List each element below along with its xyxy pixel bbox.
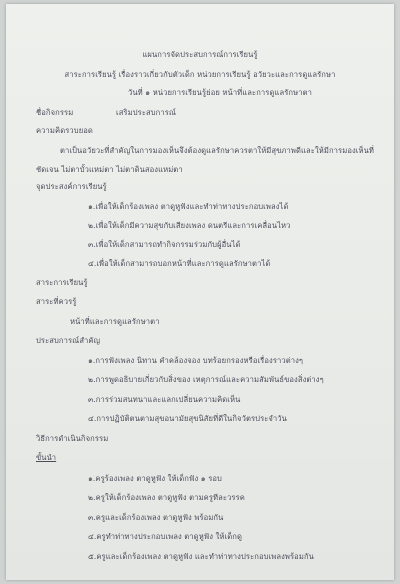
content-subheading: สาระที่ควรรู้ <box>36 297 77 306</box>
content-text: หน้าที่และการดูแลรักษาตา <box>70 317 160 326</box>
objective-item: ๒.เพื่อให้เด็กมีความสุขกับเสียงเพลง ดนตรีและการเคลื่อนไหว <box>88 221 291 230</box>
experience-item: ๒.การพูดอธิบายเกี่ยวกับสิ่งของ เหตุการณ์และความสัมพันธ์ของสิ่งต่างๆ <box>88 375 324 384</box>
subject-line: สาระการเรียนรู้ เรื่องราวเกี่ยวกับตัวเด็ก หน่วยการเรียนรู้ อวัยวะและการดูแลรักษา <box>64 70 336 79</box>
experiences-heading: ประสบการณ์สำคัญ <box>36 336 101 345</box>
objectives-heading: จุดประสงค์การเรียนรู้ <box>36 182 107 191</box>
concept-paragraph-1: ตาเป็นอวัยวะที่สำคัญในการมองเห็นจึงต้องดูแลรักษาควรตาให้มีสุขภาพดีและให้มีการมองเห็นที่ <box>60 146 374 155</box>
activity-label: ชื่อกิจกรรม <box>36 108 74 117</box>
objective-item: ๔.เพื่อให้เด็กสามารถบอกหน้าที่และการดูแลรักษาตาได้ <box>88 259 271 268</box>
method-heading: วิธีการดำเนินกิจกรรม <box>36 434 109 443</box>
content-heading: สาระการเรียนรู้ <box>36 278 88 287</box>
method-item: ๑.ครูร้องเพลง ตาดูหูฟัง ให้เด็กฟัง ๑ รอบ <box>88 474 222 483</box>
method-item: ๓.ครูและเด็กร้องเพลง ตาดูหูฟัง พร้อมกัน <box>88 513 224 522</box>
method-item: ๔.ครูทำท่าทางประกอบเพลง ตาดูหูฟัง ให้เด็กดู <box>88 532 242 541</box>
concept-heading: ความคิดรวบยอด <box>36 126 93 135</box>
experience-item: ๑.การฟังเพลง นิทาน คำคล้องจอง บทร้อยกรองหรือเรื่องราวต่างๆ <box>88 356 304 365</box>
document-title: แผนการจัดประสบการณ์การเรียนรู้ <box>142 50 258 59</box>
activity-value: เสริมประสบการณ์ <box>116 108 177 117</box>
objective-item: ๑.เพื่อให้เด็กร้องเพลง ตาดูหูฟังและทำท่าทางประกอบเพลงได้ <box>88 202 289 211</box>
concept-paragraph-2: ชัดเจน ไม่ตาบั้วแหม่ตา ไม่ตาดินสองแหม่ตา <box>36 165 183 174</box>
method-item: ๒.ครูให้เด็กร้องเพลง ตาดูหูฟัง ตามครูทีละวรรค <box>88 493 245 502</box>
method-item: ๕.ครูและเด็กร้องเพลง ตาดูหูฟัง และทำท่าทางประกอบเพลงพร้อมกัน <box>88 552 314 561</box>
document-page <box>6 4 394 580</box>
experience-item: ๔.การปฏิบัติตนตามสุขอนามัยสุขนิสัยที่ดีในกิจวัตรประจำวัน <box>88 414 287 423</box>
objective-item: ๓.เพื่อให้เด็กสามารถทำกิจกรรมร่วมกับผู้อื่นได้ <box>88 240 241 249</box>
day-line: วันที่ ๑ หน่วยการเรียนรู้ย่อย หน้าที่และการดูแลรักษาตา <box>128 88 312 97</box>
experience-item: ๓.การร่วมสนทนาและแลกเปลี่ยนความคิดเห็น <box>88 395 241 404</box>
intro-step-label: ขั้นนำ <box>36 453 57 462</box>
